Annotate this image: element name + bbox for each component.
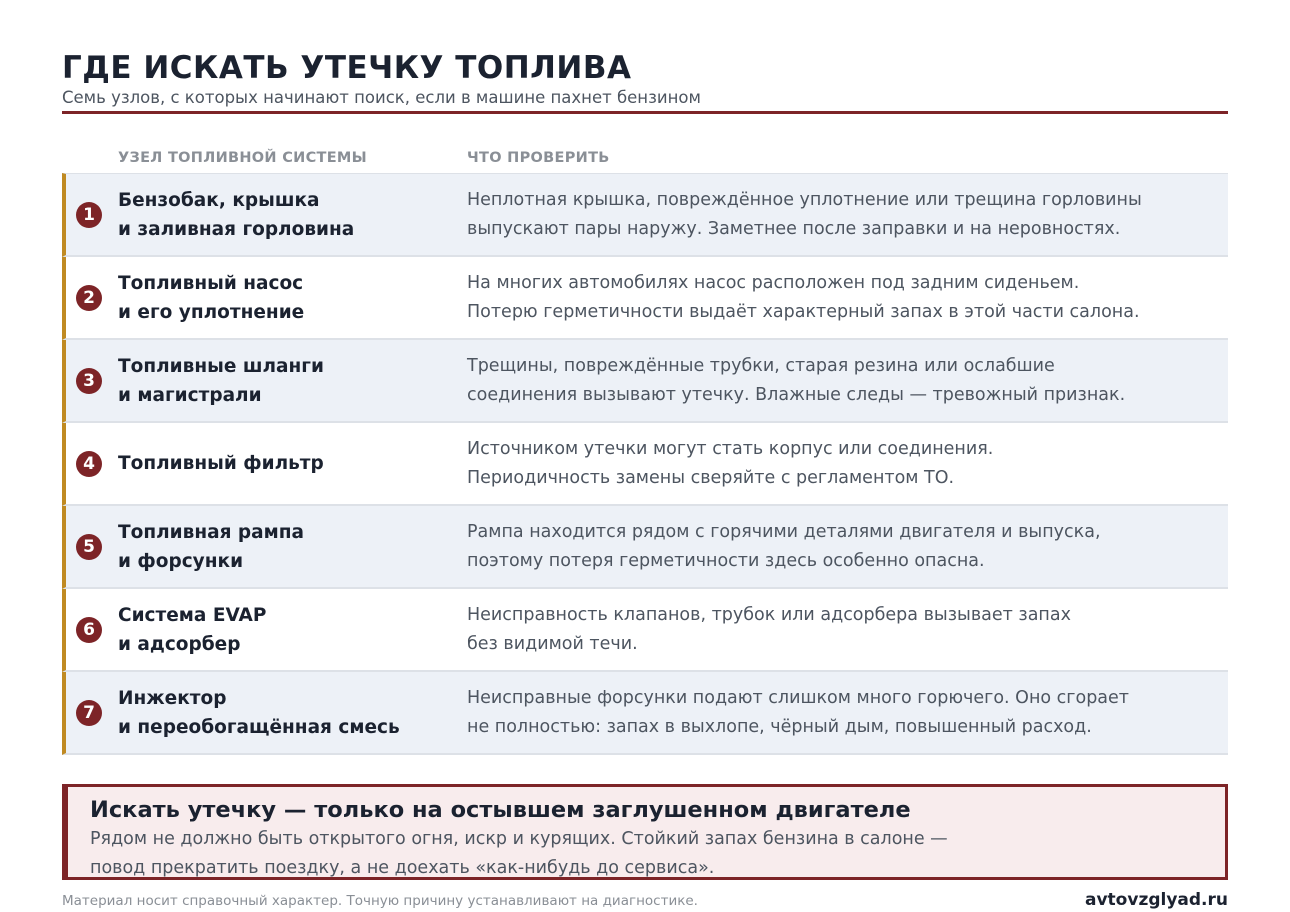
node-name-line: Топливная рампа xyxy=(118,521,305,543)
node-name-line: и магистрали xyxy=(118,384,262,406)
footnote: Материал носит справочный характер. Точную причину устанавливают на диагностике. xyxy=(62,893,698,909)
site-name: avtovzglyad.ru xyxy=(1085,890,1228,910)
warning-title: Искать утечку — только на остывшем заглушенном двигателе xyxy=(90,797,911,823)
node-name-line: Бензобак, крышка xyxy=(118,189,320,211)
check-description-line: На многих автомобилях насос расположен под задним сиденьем. xyxy=(467,272,1080,293)
check-description xyxy=(467,423,1227,504)
node-name-line: и адсорбер xyxy=(118,633,241,655)
row-number-badge: 3 xyxy=(76,368,102,394)
table-row xyxy=(62,173,1228,257)
node-name xyxy=(118,174,458,255)
warning-text-line: Рядом не должно быть открытого огня, искр и курящих. Стойкий запах бензина в салоне — xyxy=(90,829,948,849)
check-description-line: Неисправность клапанов, трубок или адсорбера вызывает запах xyxy=(467,604,1071,625)
check-description-line: Рампа находится рядом с горячими деталями двигателя и выпуска, xyxy=(467,521,1101,542)
title-divider xyxy=(62,111,1228,114)
check-description-line: соединения вызывают утечку. Влажные следы — тревожный признак. xyxy=(467,384,1126,405)
node-name xyxy=(118,589,458,670)
warning-box xyxy=(62,784,1228,880)
row-number-badge: 7 xyxy=(76,700,102,726)
check-description-line: поэтому потеря герметичности здесь особенно опасна. xyxy=(467,550,985,571)
node-name-line: Топливные шланги xyxy=(118,355,324,377)
check-description xyxy=(467,506,1227,587)
row-number-badge: 1 xyxy=(76,202,102,228)
check-description-line: Неисправные форсунки подают слишком много горючего. Оно сгорает xyxy=(467,687,1129,708)
node-name xyxy=(118,340,458,421)
page-subtitle: Семь узлов, с которых начинают поиск, если в машине пахнет бензином xyxy=(62,88,701,107)
page-title: ГДЕ ИСКАТЬ УТЕЧКУ ТОПЛИВА xyxy=(62,50,632,86)
column-header-check: ЧТО ПРОВЕРИТЬ xyxy=(467,150,610,166)
node-name xyxy=(118,257,458,338)
check-description-line: Периодичность замены сверяйте с регламентом ТО. xyxy=(467,467,955,488)
check-description xyxy=(467,174,1227,255)
row-number-badge: 6 xyxy=(76,617,102,643)
check-description-line: Трещины, повреждённые трубки, старая резина или ослабшие xyxy=(467,355,1055,376)
check-description-line: не полностью: запах в выхлопе, чёрный дым, повышенный расход. xyxy=(467,716,1092,737)
check-description-line: Потерю герметичности выдаёт характерный запах в этой части салона. xyxy=(467,301,1140,322)
node-name-line: и форсунки xyxy=(118,550,244,572)
node-name-line: и заливная горловина xyxy=(118,218,355,240)
row-number-badge: 5 xyxy=(76,534,102,560)
node-name-line: и переобогащённая смесь xyxy=(118,716,400,738)
check-description xyxy=(467,257,1227,338)
node-name xyxy=(118,423,458,504)
table-row xyxy=(62,589,1228,672)
check-description xyxy=(467,589,1227,670)
node-name xyxy=(118,506,458,587)
fuel-leak-table xyxy=(62,173,1228,755)
check-description xyxy=(467,340,1227,421)
table-row xyxy=(62,423,1228,506)
node-name-line: Инжектор xyxy=(118,687,227,709)
column-header-node: УЗЕЛ ТОПЛИВНОЙ СИСТЕМЫ xyxy=(118,150,367,166)
check-description-line: без видимой течи. xyxy=(467,633,638,654)
node-name-line: и его уплотнение xyxy=(118,301,305,323)
check-description xyxy=(467,672,1227,753)
table-row xyxy=(62,257,1228,340)
check-description-line: выпускают пары наружу. Заметнее после заправки и на неровностях. xyxy=(467,218,1121,239)
row-number-badge: 2 xyxy=(76,285,102,311)
table-row xyxy=(62,506,1228,589)
warning-text-line: повод прекратить поездку, а не доехать «как-нибудь до сервиса». xyxy=(90,858,715,878)
table-row xyxy=(62,340,1228,423)
node-name-line: Система EVAP xyxy=(118,604,267,626)
check-description-line: Неплотная крышка, повреждённое уплотнение или трещина горловины xyxy=(467,189,1142,210)
row-number-badge: 4 xyxy=(76,451,102,477)
warning-text xyxy=(90,825,948,883)
node-name xyxy=(118,672,458,753)
node-name-line: Топливный насос xyxy=(118,272,304,294)
node-name-line: Топливный фильтр xyxy=(118,453,324,474)
check-description-line: Источником утечки могут стать корпус или соединения. xyxy=(467,438,994,459)
infographic-page xyxy=(62,0,1228,912)
table-row xyxy=(62,672,1228,755)
